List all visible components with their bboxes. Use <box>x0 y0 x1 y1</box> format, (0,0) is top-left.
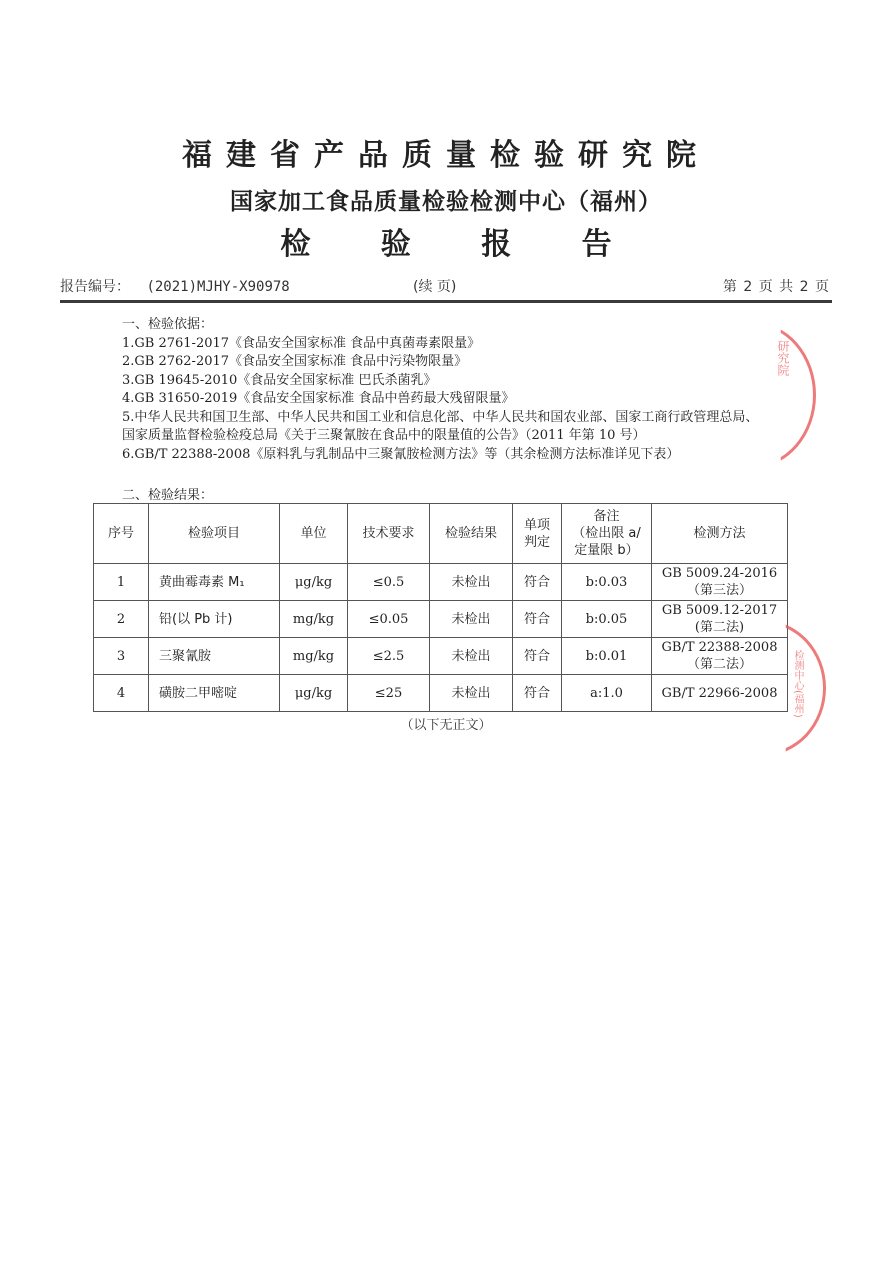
report-number-label: 报告编号： <box>60 279 130 295</box>
cell-unit: mg/kg <box>280 638 348 675</box>
cell-judgement: 符合 <box>513 564 562 601</box>
cell-remark: b:0.01 <box>562 638 652 675</box>
cell-method <box>652 675 788 712</box>
basis-item: 4.GB 31650-2019《食品安全国家标准 食品中兽药最大残留限量》 <box>122 391 515 406</box>
cell-method <box>652 638 788 675</box>
method-line: GB/T 22388-2008 <box>661 640 778 655</box>
cell-unit: mg/kg <box>280 601 348 638</box>
cell-method <box>652 601 788 638</box>
method-line: GB 5009.12-2017 <box>661 603 778 618</box>
cell-no: 3 <box>94 638 149 675</box>
col-header-item: 检验项目 <box>149 504 280 564</box>
seal-stamp-top-text: 研究院 <box>776 340 790 376</box>
table-row <box>94 638 788 675</box>
method-line: GB/T 22966-2008 <box>661 685 778 701</box>
method-line: （第二法） <box>686 657 752 672</box>
cell-judgement: 符合 <box>513 601 562 638</box>
judgement-line: 判定 <box>523 534 550 550</box>
remark-line: 备注 <box>593 509 620 524</box>
col-header-result: 检验结果 <box>430 504 513 564</box>
col-header-judgement <box>513 504 562 564</box>
seal-stamp-bottom-text: 检测中心(福州) <box>792 650 803 718</box>
results-table <box>93 503 788 712</box>
basis-item: 5.中华人民共和国卫生部、中华人民共和国工业和信息化部、中华人民共和国农业部、国家工商行政管理总局、国家质量监督检验检疫总局《关于三聚氰胺在食品中的限量值的公告》（2011 年第 10 号） <box>122 409 759 443</box>
cell-no: 2 <box>94 601 149 638</box>
cell-judgement: 符合 <box>513 675 562 712</box>
cell-remark: a:1.0 <box>562 675 652 712</box>
remark-line: 定量限 b） <box>574 543 639 558</box>
cell-unit: μg/kg <box>280 564 348 601</box>
header-divider <box>60 300 832 303</box>
col-header-remark <box>562 504 652 564</box>
cell-requirement: ≤2.5 <box>348 638 430 675</box>
cell-result: 未检出 <box>430 675 513 712</box>
method-line: (第二法) <box>694 620 745 635</box>
institute-name: 福建省产品质量检验研究院 <box>182 138 710 173</box>
cell-item: 黄曲霉毒素 M₁ <box>149 564 280 601</box>
page-info: 第 2 页 共 2 页 <box>722 279 830 295</box>
cell-requirement: ≤25 <box>348 675 430 712</box>
table-header-row <box>94 504 788 564</box>
cell-requirement: ≤0.05 <box>348 601 430 638</box>
results-heading: 二、检验结果： <box>122 488 214 503</box>
cell-unit: μg/kg <box>280 675 348 712</box>
cell-item: 磺胺二甲嘧啶 <box>149 675 280 712</box>
method-line: GB 5009.24-2016 <box>661 566 778 581</box>
table-row <box>94 564 788 601</box>
cell-item: 铅(以 Pb 计) <box>149 601 280 638</box>
end-of-text-note: （以下无正文） <box>400 718 492 733</box>
basis-item: 6.GB/T 22388-2008《原料乳与乳制品中三聚氰胺检测方法》等（其余检测方法标准详见下表） <box>122 446 680 462</box>
table-row <box>94 675 788 712</box>
col-header-unit: 单位 <box>280 504 348 564</box>
cell-method <box>652 564 788 601</box>
cell-result: 未检出 <box>430 638 513 675</box>
report-number <box>60 276 290 296</box>
cell-remark: b:0.03 <box>562 564 652 601</box>
basis-item: 2.GB 2762-2017《食品安全国家标准 食品中污染物限量》 <box>122 354 468 369</box>
judgement-line: 单项 <box>523 517 550 533</box>
center-name: 国家加工食品质量检验检测中心（福州） <box>230 189 662 215</box>
cell-requirement: ≤0.5 <box>348 564 430 601</box>
col-header-no: 序号 <box>94 504 149 564</box>
document-title: 检 验 报 告 <box>280 227 642 262</box>
cell-judgement: 符合 <box>513 638 562 675</box>
cell-item: 三聚氰胺 <box>149 638 280 675</box>
cell-no: 1 <box>94 564 149 601</box>
cell-no: 4 <box>94 675 149 712</box>
inspection-basis <box>122 316 762 464</box>
col-header-requirement: 技术要求 <box>348 504 430 564</box>
remark-line: （检出限 a/ <box>572 526 641 541</box>
basis-item: 1.GB 2761-2017《食品安全国家标准 食品中真菌毒素限量》 <box>122 335 481 351</box>
basis-heading: 一、检验依据： <box>122 317 214 332</box>
table-row <box>94 601 788 638</box>
continued-page-label: (续 页) <box>413 279 457 295</box>
method-line: （第三法） <box>686 583 752 598</box>
basis-item: 3.GB 19645-2010《食品安全国家标准 巴氏杀菌乳》 <box>122 372 437 388</box>
col-header-method: 检测方法 <box>652 504 788 564</box>
report-number-value: (2021)MJHY-X90978 <box>146 279 290 295</box>
cell-remark: b:0.05 <box>562 601 652 638</box>
cell-result: 未检出 <box>430 601 513 638</box>
cell-result: 未检出 <box>430 564 513 601</box>
